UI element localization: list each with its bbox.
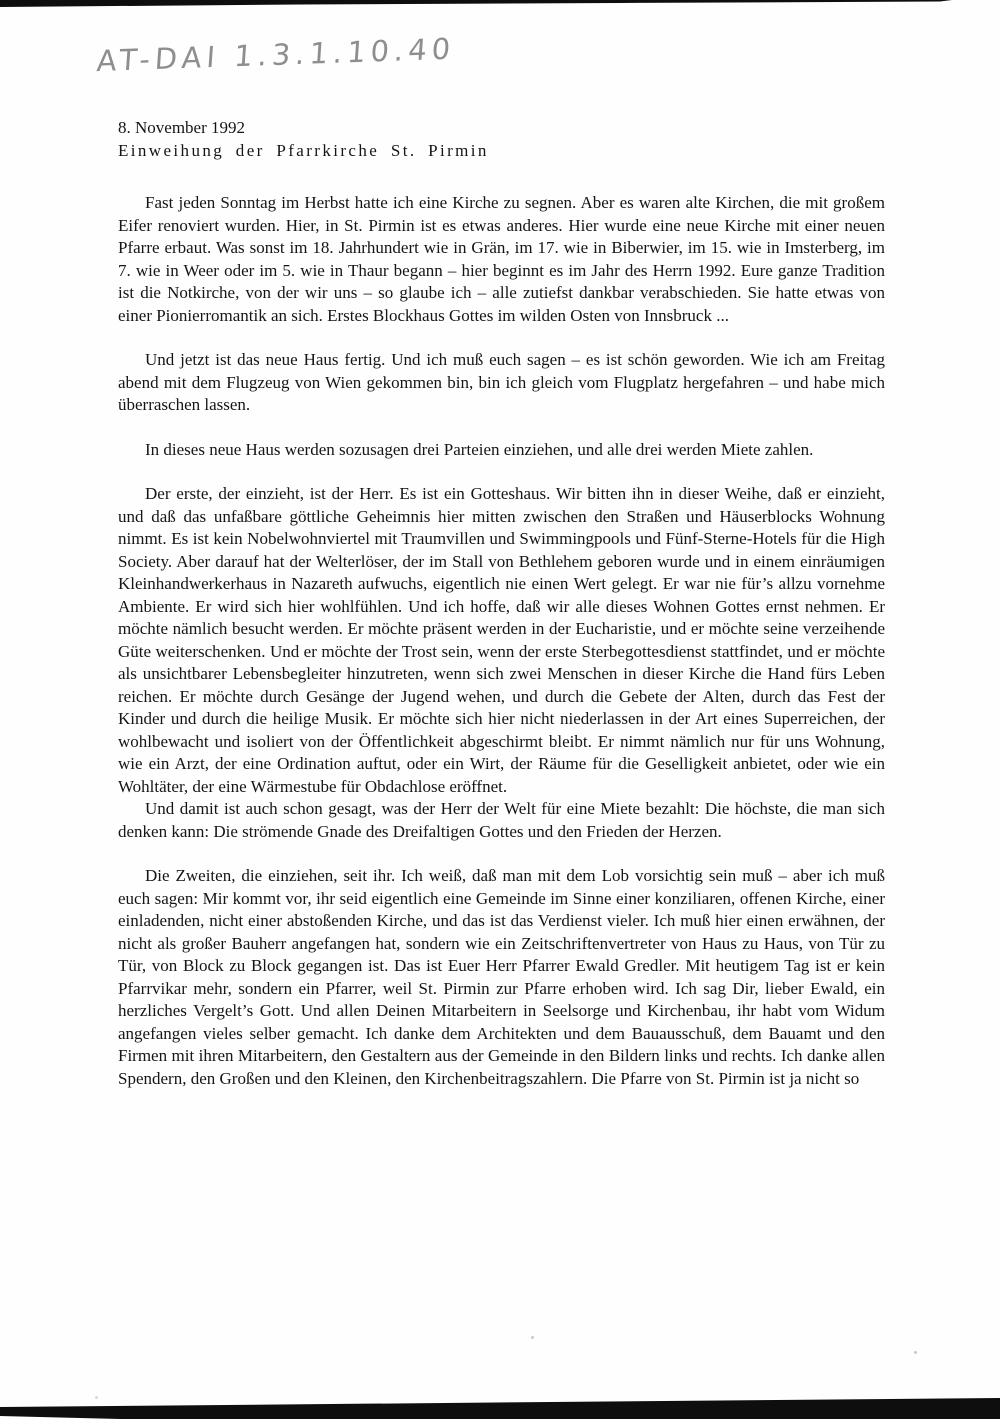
paragraph-3: In dieses neue Haus werden sozusagen drei Parteien einziehen, und alle drei werden Miete zahlen.	[145, 439, 814, 459]
paragraph-5: Und damit ist auch schon gesagt, was der Herr der Welt für eine Miete bezahlt: Die höchste, die man sich denken kann: Die strömende Gnade des Dreifaltigen Gottes und den Frieden der Herzen.	[118, 799, 885, 841]
scan-speck	[531, 1336, 534, 1339]
scan-speck	[914, 1351, 917, 1354]
paragraph-1: Fast jeden Sonntag im Herbst hatte ich eine Kirche zu segnen. Aber es waren alte Kirchen, die mit großem Eifer renoviert wurden. Hier, in St. Pirmin ist es etwas anderes. Hier wurde eine neue Kirche mit einer neuen Pfarre erbaut. Was sonst im 18. Jahrhundert wie in Grän, im 17. wie in Biberwier, im 15. wie in Imsterberg, im 7. wie in Weer oder im 5. wie in Thaur begann – hier beginnt es im Jahr des Herrn 1992. Eure ganze Tradition ist die Notkirche, von der wir uns – so glaube ich – alle zutiefst dankbar verabschieden. Sie hatte etwas von einer Pionierromantik an sich. Erstes Blockhaus Gottes im wilden Osten von Innsbruck ...	[118, 193, 885, 325]
paragraph-2: Und jetzt ist das neue Haus fertig. Und ich muß euch sagen – es ist schön geworden. Wie ich am Freitag abend mit dem Flugzeug von Wien gekommen bin, bin ich gleich vom Flugplatz hergefahren – und habe mich überraschen lassen.	[118, 350, 885, 414]
page-title: Einweihung der Pfarrkirche St. Pirmin	[118, 140, 489, 160]
handwritten-archive-number: AT-DAI 1.3.1.10.40	[95, 31, 457, 79]
scan-edge-bottom	[0, 1397, 1000, 1419]
scan-edge-top	[0, 0, 1000, 10]
paragraph-6: Die Zweiten, die einziehen, seit ihr. Ich weiß, daß man mit dem Lob vorsichtig sein muß – aber ich muß euch sagen: Mir kommt vor, ihr seid eigentlich eine Gemeinde im Sinne einer konziliaren, offenen Kirche, einer einladenden, nicht einer abstoßenden Kirche, und das ist das Verdienst vieler. Ich muß hier einen erwähnen, der nicht als großer Bauherr angefangen hat, sondern wie ein Zeitschriftenvertreter von Haus zu Haus, von Tür zu Tür, von Block zu Block gegangen ist. Das ist Euer Herr Pfarrer Ewald Gredler. Mit heutigem Tag ist er kein Pfarrvikar mehr, sondern ein Pfarrer, weil St. Pirmin zur Pfarre erhoben wird. Ich sag Dir, lieber Ewald, ein herzliches Vergelt’s Gott. Und allen Deinen Mitarbeitern in Seelsorge und Kirchenbau, ihr habt vom Widum angefangen vieles selber gemacht. Ich danke dem Architekten und dem Bauausschuß, dem Bauamt und den Firmen mit ihren Mitarbeitern, den Gestaltern aus der Gemeinde in den Bildern links und rechts. Ich danke allen Spendern, den Großen und den Kleinen, den Kirchenbeitragszahlern. Die Pfarre von St. Pirmin ist ja nicht so	[118, 866, 885, 1088]
document-body	[118, 117, 885, 1090]
date-line: 8. November 1992	[118, 118, 246, 137]
paragraph-4: Der erste, der einzieht, ist der Herr. Es ist ein Gotteshaus. Wir bitten ihn in dieser Weihe, daß er einzieht, und daß das unfaßbare göttliche Geheimnis hier mitten zwischen den Straßen und Häuserblocks Wohnung nimmt. Es ist kein Nobelwohnviertel mit Traumvillen und Swimmingpools und Fünf-Sterne-Hotels für die High Society. Aber darauf hat der Welterlöser, der im Stall von Bethlehem geboren wurde und in einem einräumigen Kleinhandwerkerhaus in Nazareth aufwuchs, eigentlich nie einen Wert gelegt. Er war nie für’s allzu vornehme Ambiente. Er wird sich hier wohlfühlen. Und ich hoffe, daß wir alle dieses Wohnen Gottes ernst nehmen. Er möchte nämlich besucht werden. Er möchte präsent werden in der Eucharistie, und er möchte seine verzeihende Güte weiterschenken. Und er möchte der Trost sein, wenn der erste Sterbegottesdienst stattfindet, und er möchte als unsichtbarer Lebensbegleiter hinzutreten, wenn sich zwei Menschen in dieser Kirche die Hand fürs Leben reichen. Er möchte durch Gesänge der Jugend wehen, und durch die Gebete der Alten, durch das Fest der Kinder und durch die heilige Musik. Er möchte sich hier nicht niederlassen in der Art eines Superreichen, der wohlbewacht und isoliert von der Öffentlichkeit abgeschirmt bleibt. Er nimmt nämlich nur für uns Wohnung, wie ein Arzt, der eine Ordination auftut, oder ein Wirt, der Räume für die Geselligkeit anbietet, oder wie ein Wohltäter, der eine Wärmestube für Obdachlose eröffnet.	[118, 484, 885, 796]
